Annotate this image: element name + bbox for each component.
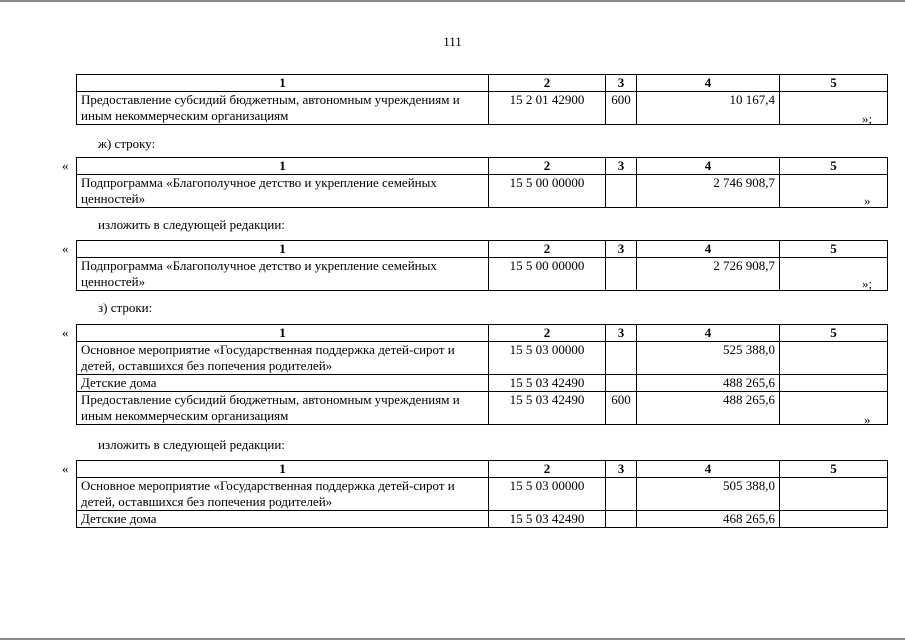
row-sum: 488 265,6 — [637, 392, 780, 425]
section-label-z: з) строки: — [98, 300, 153, 315]
row-code: 15 5 00 00000 — [489, 258, 606, 291]
row-code: 15 5 00 00000 — [489, 175, 606, 208]
header-col-2: 2 — [489, 75, 606, 92]
opening-quote: « — [62, 241, 69, 256]
row-kvr — [606, 375, 637, 392]
row-code: 15 5 03 42490 — [489, 511, 606, 528]
row-col5 — [780, 342, 888, 375]
row-col5 — [780, 175, 888, 208]
table-row — [77, 258, 888, 291]
header-col-5: 5 — [780, 241, 888, 258]
row-kvr — [606, 342, 637, 375]
row-col5 — [780, 478, 888, 511]
header-col-5: 5 — [780, 158, 888, 175]
row-code: 15 2 01 42900 — [489, 92, 606, 125]
header-col-3: 3 — [606, 158, 637, 175]
header-col-5: 5 — [780, 461, 888, 478]
row-name: Подпрограмма «Благополучное детство и укрепление семейных ценностей» — [77, 258, 489, 291]
row-kvr — [606, 258, 637, 291]
row-name: Предоставление субсидий бюджетным, автономным учреждениям и иным некоммерческим организациям — [77, 392, 489, 425]
row-name: Предоставление субсидий бюджетным, автономным учреждениям и иным некоммерческим организациям — [77, 92, 489, 125]
row-code: 15 5 03 42490 — [489, 375, 606, 392]
row-col5 — [780, 511, 888, 528]
row-kvr — [606, 175, 637, 208]
row-kvr: 600 — [606, 392, 637, 425]
table-row — [77, 478, 888, 511]
section-label-zh: ж) строку: — [98, 136, 156, 151]
row-sum: 2 726 908,7 — [637, 258, 780, 291]
header-col-2: 2 — [489, 241, 606, 258]
table-header-row — [77, 325, 888, 342]
opening-quote: « — [62, 461, 69, 476]
row-name: Основное мероприятие «Государственная поддержка детей-сирот и детей, оставшихся без попечения родителей» — [77, 478, 489, 511]
row-kvr: 600 — [606, 92, 637, 125]
row-name: Детские дома — [77, 511, 489, 528]
opening-quote: « — [62, 158, 69, 173]
header-col-1: 1 — [77, 75, 489, 92]
header-col-2: 2 — [489, 325, 606, 342]
header-col-3: 3 — [606, 241, 637, 258]
table-row — [77, 175, 888, 208]
table-header-row — [77, 75, 888, 92]
header-col-5: 5 — [780, 325, 888, 342]
table-row — [77, 511, 888, 528]
header-col-1: 1 — [77, 325, 489, 342]
header-col-4: 4 — [637, 75, 780, 92]
closing-quote: »; — [862, 111, 873, 126]
row-name: Подпрограмма «Благополучное детство и укрепление семейных ценностей» — [77, 175, 489, 208]
header-col-3: 3 — [606, 461, 637, 478]
row-sum: 468 265,6 — [637, 511, 780, 528]
budget-table-5 — [76, 460, 888, 528]
header-col-4: 4 — [637, 241, 780, 258]
row-name: Основное мероприятие «Государственная поддержка детей-сирот и детей, оставшихся без попечения родителей» — [77, 342, 489, 375]
row-code: 15 5 03 00000 — [489, 342, 606, 375]
header-col-2: 2 — [489, 461, 606, 478]
table-header-row — [77, 461, 888, 478]
row-sum: 505 388,0 — [637, 478, 780, 511]
row-sum: 525 388,0 — [637, 342, 780, 375]
header-col-2: 2 — [489, 158, 606, 175]
row-sum: 488 265,6 — [637, 375, 780, 392]
table-row — [77, 342, 888, 375]
row-kvr — [606, 478, 637, 511]
header-col-3: 3 — [606, 75, 637, 92]
table-header-row — [77, 241, 888, 258]
closing-quote: » — [864, 412, 871, 427]
header-col-4: 4 — [637, 158, 780, 175]
row-name: Детские дома — [77, 375, 489, 392]
closing-quote: » — [864, 193, 871, 208]
row-sum: 2 746 908,7 — [637, 175, 780, 208]
opening-quote: « — [62, 325, 69, 340]
scan-edge-top — [0, 0, 905, 2]
row-kvr — [606, 511, 637, 528]
row-col5 — [780, 375, 888, 392]
row-sum: 10 167,4 — [637, 92, 780, 125]
budget-table-1 — [76, 74, 888, 125]
table-header-row — [77, 158, 888, 175]
header-col-5: 5 — [780, 75, 888, 92]
header-col-4: 4 — [637, 325, 780, 342]
closing-quote: »; — [862, 276, 873, 291]
section-label-edit-1: изложить в следующей редакции: — [98, 217, 285, 232]
header-col-4: 4 — [637, 461, 780, 478]
budget-table-4 — [76, 324, 888, 425]
row-col5 — [780, 392, 888, 425]
header-col-1: 1 — [77, 241, 489, 258]
header-col-3: 3 — [606, 325, 637, 342]
section-label-edit-2: изложить в следующей редакции: — [98, 437, 285, 452]
row-code: 15 5 03 42490 — [489, 392, 606, 425]
budget-table-3 — [76, 240, 888, 291]
header-col-1: 1 — [77, 461, 489, 478]
table-row — [77, 92, 888, 125]
table-row — [77, 392, 888, 425]
budget-table-2 — [76, 157, 888, 208]
table-row — [77, 375, 888, 392]
header-col-1: 1 — [77, 158, 489, 175]
row-code: 15 5 03 00000 — [489, 478, 606, 511]
page-number: 111 — [443, 34, 462, 49]
